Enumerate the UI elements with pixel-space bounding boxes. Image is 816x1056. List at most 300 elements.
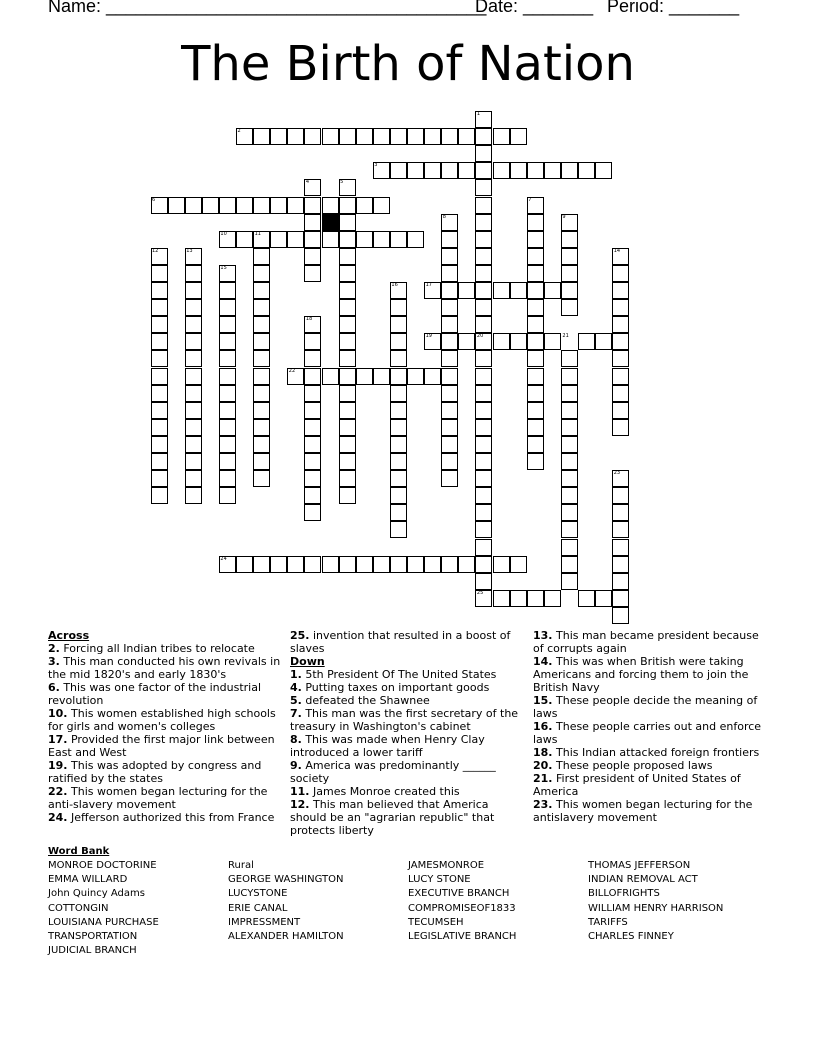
crossword-cell[interactable] <box>390 453 407 470</box>
crossword-cell[interactable] <box>527 316 544 333</box>
crossword-cell[interactable] <box>390 487 407 504</box>
crossword-cell[interactable] <box>527 248 544 265</box>
crossword-cell[interactable] <box>441 350 458 367</box>
crossword-cell[interactable] <box>561 521 578 538</box>
crossword-cell[interactable] <box>168 197 185 214</box>
crossword-cell[interactable] <box>253 248 270 265</box>
crossword-cell[interactable] <box>527 299 544 316</box>
crossword-cell[interactable] <box>339 128 356 145</box>
word-bank-entry: ERIE CANAL <box>228 902 288 914</box>
crossword-cell[interactable] <box>185 333 202 350</box>
crossword-cell[interactable] <box>219 368 236 385</box>
crossword-cell[interactable] <box>339 487 356 504</box>
crossword-cell[interactable] <box>253 282 270 299</box>
crossword-cell[interactable] <box>304 470 321 487</box>
crossword-cell[interactable] <box>527 265 544 282</box>
crossword-cell[interactable] <box>612 402 629 419</box>
crossword-cell[interactable] <box>219 299 236 316</box>
crossword-cell[interactable] <box>253 385 270 402</box>
crossword-cell[interactable] <box>151 350 168 367</box>
crossword-cell[interactable] <box>253 316 270 333</box>
crossword-cell[interactable] <box>561 299 578 316</box>
crossword-cell[interactable] <box>390 470 407 487</box>
crossword-cell[interactable] <box>441 402 458 419</box>
crossword-cell[interactable] <box>595 162 612 179</box>
crossword-cell[interactable] <box>561 556 578 573</box>
crossword-cell[interactable] <box>390 521 407 538</box>
clue-number: 6 <box>152 196 156 203</box>
crossword-cell[interactable] <box>441 231 458 248</box>
crossword-cell[interactable] <box>185 385 202 402</box>
crossword-cell[interactable] <box>339 556 356 573</box>
crossword-cell[interactable] <box>304 368 321 385</box>
crossword-cell[interactable] <box>561 573 578 590</box>
crossword-cell[interactable] <box>339 419 356 436</box>
crossword-cell[interactable] <box>253 350 270 367</box>
crossword-cell[interactable] <box>185 487 202 504</box>
crossword-cell[interactable] <box>390 333 407 350</box>
crossword-cell[interactable] <box>339 214 356 231</box>
crossword-cell[interactable] <box>390 316 407 333</box>
crossword-cell[interactable] <box>253 265 270 282</box>
crossword-cell[interactable] <box>527 368 544 385</box>
crossword-cell[interactable] <box>407 368 424 385</box>
clue-item <box>533 655 769 694</box>
crossword-cell[interactable] <box>185 436 202 453</box>
crossword-cell[interactable] <box>151 316 168 333</box>
crossword-cell[interactable] <box>390 419 407 436</box>
crossword-cell[interactable] <box>441 128 458 145</box>
crossword-cell[interactable] <box>304 487 321 504</box>
crossword-cell[interactable] <box>561 162 578 179</box>
crossword-cell[interactable] <box>407 128 424 145</box>
crossword-cell[interactable] <box>219 316 236 333</box>
crossword-cell[interactable] <box>339 453 356 470</box>
crossword-cell[interactable] <box>475 436 492 453</box>
crossword-cell[interactable] <box>612 350 629 367</box>
crossword-cell[interactable] <box>322 197 339 214</box>
crossword-cell[interactable] <box>185 350 202 367</box>
crossword-cell[interactable] <box>356 197 373 214</box>
crossword-cell[interactable] <box>424 368 441 385</box>
crossword-cell[interactable] <box>219 282 236 299</box>
crossword-cell[interactable] <box>561 282 578 299</box>
crossword-cell[interactable] <box>475 539 492 556</box>
crossword-cell[interactable] <box>339 316 356 333</box>
crossword-cell[interactable] <box>578 333 595 350</box>
crossword-cell[interactable] <box>441 333 458 350</box>
crossword-cell[interactable] <box>510 162 527 179</box>
crossword-cell[interactable] <box>527 436 544 453</box>
crossword-cell[interactable] <box>339 231 356 248</box>
crossword-cell[interactable] <box>475 299 492 316</box>
crossword-cell[interactable] <box>356 128 373 145</box>
crossword-cell[interactable] <box>151 282 168 299</box>
clue-item <box>290 707 526 733</box>
crossword-cell[interactable] <box>270 128 287 145</box>
crossword-cell[interactable] <box>151 453 168 470</box>
crossword-cell[interactable] <box>407 231 424 248</box>
crossword-cell[interactable] <box>510 556 527 573</box>
crossword-cell[interactable] <box>595 333 612 350</box>
crossword-cell[interactable] <box>561 265 578 282</box>
crossword-cell[interactable] <box>304 385 321 402</box>
crossword-cell[interactable] <box>475 350 492 367</box>
crossword-cell[interactable] <box>304 197 321 214</box>
crossword-cell[interactable] <box>475 385 492 402</box>
clue-item <box>48 785 284 811</box>
crossword-cell[interactable] <box>219 436 236 453</box>
crossword-cell[interactable] <box>270 231 287 248</box>
crossword-cell[interactable] <box>475 419 492 436</box>
crossword-cell[interactable] <box>390 368 407 385</box>
crossword-cell[interactable] <box>219 487 236 504</box>
crossword-cell[interactable] <box>612 487 629 504</box>
crossword-cell[interactable] <box>561 385 578 402</box>
crossword-cell[interactable] <box>493 282 510 299</box>
crossword-cell[interactable] <box>612 282 629 299</box>
clue-text: Forcing all Indian tribes to relocate <box>59 642 255 655</box>
crossword-cell[interactable] <box>339 402 356 419</box>
crossword-cell[interactable] <box>304 231 321 248</box>
crossword-cell[interactable] <box>527 282 544 299</box>
crossword-cell[interactable] <box>185 316 202 333</box>
crossword-cell[interactable] <box>339 368 356 385</box>
crossword-cell[interactable] <box>185 282 202 299</box>
crossword-cell[interactable] <box>219 402 236 419</box>
crossword-cell[interactable] <box>151 436 168 453</box>
crossword-cell[interactable] <box>322 556 339 573</box>
crossword-cell[interactable] <box>527 214 544 231</box>
crossword-cell[interactable] <box>407 162 424 179</box>
crossword-cell[interactable] <box>373 128 390 145</box>
crossword-cell[interactable] <box>287 231 304 248</box>
crossword-cell[interactable] <box>253 128 270 145</box>
crossword-cell[interactable] <box>151 265 168 282</box>
crossword-cell[interactable] <box>219 197 236 214</box>
crossword-cell[interactable] <box>441 453 458 470</box>
crossword-cell[interactable] <box>441 556 458 573</box>
crossword-cell[interactable] <box>219 453 236 470</box>
crossword-cell[interactable] <box>475 556 492 573</box>
crossword-cell[interactable] <box>219 470 236 487</box>
crossword-cell[interactable] <box>561 350 578 367</box>
crossword-cell[interactable] <box>304 265 321 282</box>
crossword-cell[interactable] <box>493 128 510 145</box>
crossword-cell[interactable] <box>475 573 492 590</box>
crossword-cell[interactable] <box>441 316 458 333</box>
crossword-cell[interactable] <box>219 419 236 436</box>
crossword-cell[interactable] <box>441 162 458 179</box>
crossword-cell[interactable] <box>373 556 390 573</box>
crossword-cell[interactable] <box>510 590 527 607</box>
crossword-cell[interactable] <box>595 590 612 607</box>
crossword-cell[interactable] <box>253 453 270 470</box>
crossword-cell[interactable] <box>612 265 629 282</box>
crossword-cell[interactable] <box>287 197 304 214</box>
crossword-cell[interactable] <box>578 162 595 179</box>
crossword-cell[interactable] <box>236 231 253 248</box>
crossword-cell[interactable] <box>475 402 492 419</box>
crossword-cell[interactable] <box>612 333 629 350</box>
crossword-cell[interactable] <box>185 265 202 282</box>
crossword-cell[interactable] <box>441 282 458 299</box>
word-bank-entry: TECUMSEH <box>408 916 464 928</box>
crossword-cell[interactable] <box>304 214 321 231</box>
crossword-cell[interactable] <box>151 419 168 436</box>
crossword-cell[interactable] <box>561 453 578 470</box>
crossword-cell[interactable] <box>475 368 492 385</box>
crossword-cell[interactable] <box>475 128 492 145</box>
crossword-cell[interactable] <box>304 402 321 419</box>
crossword-cell[interactable] <box>527 333 544 350</box>
crossword-cell[interactable] <box>612 299 629 316</box>
crossword-cell[interactable] <box>424 128 441 145</box>
crossword-cell[interactable] <box>185 197 202 214</box>
crossword-cell[interactable] <box>475 214 492 231</box>
clue-number-label: 6. <box>48 681 60 694</box>
crossword-cell[interactable] <box>561 487 578 504</box>
crossword-cell[interactable] <box>339 265 356 282</box>
clue-item <box>533 629 769 655</box>
crossword-cell[interactable] <box>373 231 390 248</box>
crossword-cell[interactable] <box>373 368 390 385</box>
crossword-cell[interactable] <box>151 470 168 487</box>
crossword-cell[interactable] <box>339 197 356 214</box>
crossword-cell[interactable] <box>253 197 270 214</box>
crossword-cell[interactable] <box>475 453 492 470</box>
crossword-cell[interactable] <box>544 333 561 350</box>
crossword-cell[interactable] <box>390 436 407 453</box>
crossword-cell[interactable] <box>185 299 202 316</box>
crossword-cell[interactable] <box>475 162 492 179</box>
crossword-cell[interactable] <box>527 402 544 419</box>
crossword-cell[interactable] <box>202 197 219 214</box>
crossword-cell[interactable] <box>270 556 287 573</box>
crossword-cell[interactable] <box>390 402 407 419</box>
crossword-cell[interactable] <box>356 231 373 248</box>
crossword-cell[interactable] <box>219 385 236 402</box>
crossword-cell[interactable] <box>253 402 270 419</box>
crossword-cell[interactable] <box>458 282 475 299</box>
word-bank-entry: INDIAN REMOVAL ACT <box>588 874 698 886</box>
crossword-cell[interactable] <box>185 368 202 385</box>
crossword-cell[interactable] <box>475 265 492 282</box>
crossword-cell[interactable] <box>527 590 544 607</box>
date-field[interactable]: Date: _______ <box>475 0 594 16</box>
crossword-cell[interactable] <box>304 248 321 265</box>
crossword-cell[interactable] <box>527 385 544 402</box>
crossword-cell[interactable] <box>304 350 321 367</box>
crossword-cell[interactable] <box>390 556 407 573</box>
crossword-cell[interactable] <box>612 368 629 385</box>
crossword-cell[interactable] <box>612 419 629 436</box>
crossword-cell[interactable] <box>475 231 492 248</box>
crossword-cell[interactable] <box>612 539 629 556</box>
crossword-cell[interactable] <box>151 402 168 419</box>
crossword-cell[interactable] <box>339 436 356 453</box>
crossword-cell[interactable] <box>475 470 492 487</box>
crossword-cell[interactable] <box>493 556 510 573</box>
crossword-cell[interactable] <box>493 333 510 350</box>
crossword-cell[interactable] <box>407 556 424 573</box>
crossword-cell[interactable] <box>612 607 629 624</box>
word-bank-entry: LUCY STONE <box>408 874 471 886</box>
crossword-cell[interactable] <box>578 590 595 607</box>
crossword-cell[interactable] <box>151 385 168 402</box>
clue-number: 11 <box>254 230 261 237</box>
word-bank-column <box>228 859 408 944</box>
crossword-cell[interactable] <box>287 556 304 573</box>
crossword-cell[interactable] <box>253 436 270 453</box>
clue-number: 19 <box>425 333 432 340</box>
crossword-cell[interactable] <box>304 556 321 573</box>
crossword-cell[interactable] <box>339 299 356 316</box>
crossword-cell[interactable] <box>475 197 492 214</box>
crossword-cell[interactable] <box>304 419 321 436</box>
clue-number-label: 7. <box>290 707 302 720</box>
crossword-cell[interactable] <box>339 333 356 350</box>
crossword-cell[interactable] <box>151 487 168 504</box>
crossword-cell[interactable] <box>510 128 527 145</box>
crossword-cell[interactable] <box>253 556 270 573</box>
crossword-cell[interactable] <box>458 128 475 145</box>
crossword-cell[interactable] <box>356 368 373 385</box>
crossword-cell[interactable] <box>441 470 458 487</box>
crossword-cell[interactable] <box>561 539 578 556</box>
crossword-cell[interactable] <box>304 128 321 145</box>
crossword-cell[interactable] <box>322 128 339 145</box>
crossword-cell[interactable] <box>287 128 304 145</box>
crossword-cell[interactable] <box>253 333 270 350</box>
crossword-cell[interactable] <box>441 419 458 436</box>
crossword-cell[interactable] <box>458 556 475 573</box>
crossword-cell[interactable] <box>612 556 629 573</box>
period-field[interactable]: Period: _______ <box>607 0 740 16</box>
crossword-cell[interactable] <box>236 197 253 214</box>
crossword-cell[interactable] <box>458 162 475 179</box>
word-bank-heading: Word Bank <box>48 846 110 857</box>
crossword-cell[interactable] <box>612 521 629 538</box>
crossword-cell[interactable] <box>373 197 390 214</box>
crossword-cell[interactable] <box>612 573 629 590</box>
crossword-cell[interactable] <box>304 504 321 521</box>
crossword-cell[interactable] <box>510 333 527 350</box>
clue-text: James Monroe created this <box>309 785 460 798</box>
crossword-cell[interactable] <box>441 436 458 453</box>
crossword-cell[interactable] <box>304 436 321 453</box>
crossword-cell[interactable] <box>151 368 168 385</box>
crossword-cell[interactable] <box>441 368 458 385</box>
crossword-cell[interactable] <box>612 316 629 333</box>
crossword-cell[interactable] <box>424 162 441 179</box>
crossword-cell[interactable] <box>424 556 441 573</box>
crossword-cell[interactable] <box>185 470 202 487</box>
crossword-cell[interactable] <box>185 402 202 419</box>
crossword-cell[interactable] <box>612 590 629 607</box>
crossword-cell[interactable] <box>544 282 561 299</box>
crossword-cell[interactable] <box>339 470 356 487</box>
crossword-cell[interactable] <box>390 162 407 179</box>
crossword-cell[interactable] <box>390 385 407 402</box>
crossword-cell[interactable] <box>561 368 578 385</box>
crossword-cell[interactable] <box>493 162 510 179</box>
crossword-cell[interactable] <box>390 504 407 521</box>
crossword-cell[interactable] <box>151 333 168 350</box>
crossword-cell[interactable] <box>322 368 339 385</box>
crossword-cell[interactable] <box>561 470 578 487</box>
crossword-cell[interactable] <box>219 333 236 350</box>
crossword-cell[interactable] <box>475 504 492 521</box>
crossword-cell[interactable] <box>458 333 475 350</box>
crossword-cell[interactable] <box>475 521 492 538</box>
crossword-cell[interactable] <box>493 590 510 607</box>
crossword-cell[interactable] <box>527 162 544 179</box>
crossword-cell[interactable] <box>527 419 544 436</box>
crossword-cell[interactable] <box>339 350 356 367</box>
crossword-cell[interactable] <box>185 453 202 470</box>
crossword-cell[interactable] <box>475 248 492 265</box>
crossword-cell[interactable] <box>527 453 544 470</box>
crossword-cell[interactable] <box>151 299 168 316</box>
crossword-cell[interactable] <box>612 385 629 402</box>
crossword-cell[interactable] <box>527 350 544 367</box>
crossword-cell[interactable] <box>561 248 578 265</box>
crossword-cell[interactable] <box>253 299 270 316</box>
crossword-cell[interactable] <box>339 282 356 299</box>
crossword-cell[interactable] <box>356 556 373 573</box>
crossword-cell[interactable] <box>612 504 629 521</box>
crossword-cell[interactable] <box>270 197 287 214</box>
crossword-cell[interactable] <box>475 179 492 196</box>
name-field[interactable]: Name: ______________________________________ <box>48 0 487 16</box>
crossword-cell[interactable] <box>441 248 458 265</box>
crossword-cell[interactable] <box>561 402 578 419</box>
crossword-cell[interactable] <box>253 419 270 436</box>
crossword-cell[interactable] <box>304 333 321 350</box>
crossword-cell[interactable] <box>561 231 578 248</box>
crossword-cell[interactable] <box>390 299 407 316</box>
crossword-cell[interactable] <box>339 248 356 265</box>
crossword-cell[interactable] <box>322 231 339 248</box>
crossword-cell[interactable] <box>475 282 492 299</box>
crossword-cell[interactable] <box>441 299 458 316</box>
crossword-cell[interactable] <box>219 350 236 367</box>
crossword-cell[interactable] <box>561 436 578 453</box>
crossword-cell[interactable] <box>475 145 492 162</box>
crossword-cell[interactable] <box>304 453 321 470</box>
crossword-cell[interactable] <box>441 385 458 402</box>
crossword-cell[interactable] <box>390 350 407 367</box>
crossword-cell[interactable] <box>339 385 356 402</box>
crossword-cell[interactable] <box>561 504 578 521</box>
crossword-cell[interactable] <box>561 419 578 436</box>
crossword-cell[interactable] <box>441 265 458 282</box>
crossword-cell[interactable] <box>390 231 407 248</box>
crossword-cell[interactable] <box>544 162 561 179</box>
crossword-cell[interactable] <box>475 487 492 504</box>
crossword-cell[interactable] <box>475 316 492 333</box>
crossword-cell[interactable] <box>253 470 270 487</box>
crossword-cell[interactable] <box>510 282 527 299</box>
across-clues <box>48 629 284 824</box>
crossword-cell[interactable] <box>527 231 544 248</box>
crossword-cell[interactable] <box>236 556 253 573</box>
crossword-cell[interactable] <box>253 368 270 385</box>
crossword-cell[interactable] <box>390 128 407 145</box>
crossword-cell[interactable] <box>544 590 561 607</box>
crossword-cell[interactable] <box>185 419 202 436</box>
